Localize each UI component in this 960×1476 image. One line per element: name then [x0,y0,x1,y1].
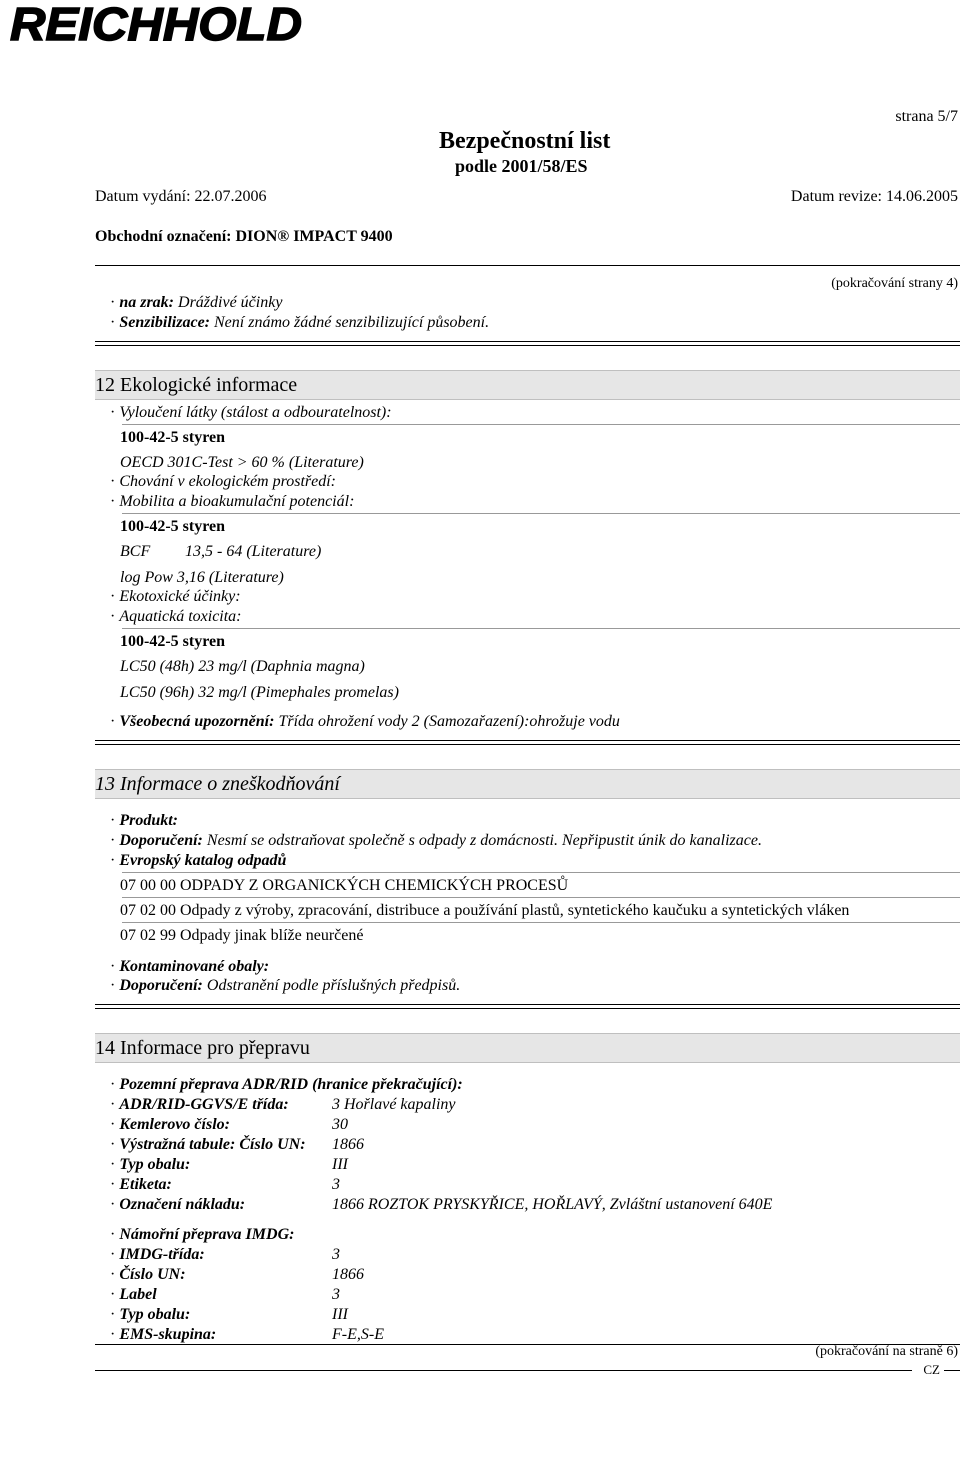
transport-row-value: F-E,S-E [332,1326,384,1343]
recommendation-value: Nesmí se odstraňovat společně s odpady z domácnosti. Nepřipustit únik do kanalizace. [202,832,762,849]
transport-row-label: Výstražná tabule: Číslo UN: [119,1136,306,1153]
recommendation-2-value: Odstranění podle příslušných předpisů. [202,977,461,994]
transport-row-value: III [332,1156,348,1173]
log-pow: log Pow 3,16 (Literature) [120,569,284,586]
transport-row-value: 1866 [332,1136,364,1153]
transport-row-label: Kemlerovo číslo: [119,1116,230,1133]
transport-row [110,1326,216,1344]
language-code: CZ [923,1362,940,1377]
bcf-label: BCF [120,543,151,560]
rule [122,513,960,514]
footer-rule [95,1370,912,1371]
transport-row [110,1246,205,1264]
issue-date: Datum vydání: 22.07.2006 [95,188,267,205]
transport-row [110,1096,289,1114]
transport-row [110,1116,230,1134]
rule [122,424,960,425]
transport-row [110,1156,190,1174]
transport-row-value: 1866 ROZTOK PRYSKYŘICE, HOŘLAVÝ, Zvláštní ustanovení 640E [332,1196,773,1213]
transport-row-value: 1866 [332,1266,364,1283]
transport-row-value: III [332,1306,348,1323]
transport-row-label: Označení nákladu: [119,1196,246,1213]
waste-code-1: 07 00 00 ODPADY Z ORGANICKÝCH CHEMICKÝCH PROCESŮ [120,877,569,894]
rule [122,628,960,629]
transport-row-label: Typ obalu: [119,1306,191,1323]
product-label: · Produkt: [110,812,178,830]
general-value: Třída ohrožení vody 2 (Samozařazení):ohrožuje vodu [274,713,620,730]
recommendation-2-row [110,977,460,995]
transport-row-value: 3 Hořlavé kapaliny [332,1096,456,1113]
transport-row [110,1306,190,1324]
elimination-label: · Vyloučení látky (stálost a odbouratelnost): [110,404,392,422]
footer-lang-bar [95,1362,960,1380]
land-transport-label: · Pozemní přeprava ADR/RID (hranice překračující): [110,1076,463,1094]
transport-row-label: IMDG-třída: [119,1246,205,1263]
section-14-title: 14 Informace pro přepravu [95,1037,310,1059]
transport-row [110,1286,157,1304]
waste-code-3: 07 02 99 Odpady jinak blíže neurčené [120,927,364,944]
substance-styren-1: 100-42-5 styren [120,429,226,446]
section-divider-12 [95,740,960,745]
behaviour-label: · Chování v ekologickém prostředí: [110,473,336,491]
footer-rule-end [944,1370,960,1371]
aquatic-label: · Aquatická toxicita: [110,608,242,626]
product-name: Obchodní označení: DION® IMPACT 9400 [95,228,393,245]
prev-eyes-row [110,294,282,312]
rule [122,897,960,898]
lc50-daphnia: LC50 (48h) 23 mg/l (Daphnia magna) [120,658,365,675]
substance-styren-3: 100-42-5 styren [120,633,226,650]
section-13-title: 13 Informace o zneškodňování [95,773,340,795]
transport-row [110,1196,245,1214]
transport-row-label: ADR/RID-GGVS/E třída: [119,1096,289,1113]
mobility-label: · Mobilita a bioakumulační potenciál: [110,493,354,511]
substance-styren-2: 100-42-5 styren [120,518,226,535]
transport-row [110,1266,186,1284]
transport-row [110,1176,172,1194]
waste-code-2: 07 02 00 Odpady z výroby, zpracování, distribuce a používání plastů, syntetického kaučuku a syntetických vláken [120,902,850,919]
ecotox-label: · Ekotoxické účinky: [110,588,241,606]
recommendation-label: Doporučení: [119,832,203,849]
transport-row-value: 3 [332,1286,340,1303]
rule [122,922,960,923]
recommendation-2-label: Doporučení: [119,977,203,994]
continued-from: (pokračování strany 4) [831,276,958,291]
bcf-value: 13,5 - 64 (Literature) [185,543,322,560]
lc50-pimephales: LC50 (96h) 32 mg/l (Pimephales promelas) [120,684,399,701]
general-label: Všeobecná upozornění: [119,713,275,730]
eyes-label: na zrak: [119,294,175,311]
sens-value: Není známo žádné senzibilizující působení. [210,314,490,331]
prev-sens-row [110,314,489,332]
revision-date: Datum revize: 14.06.2005 [790,188,958,205]
waste-catalog-label: · Evropský katalog odpadů [110,852,286,870]
section-divider-13 [95,1004,960,1009]
section-divider-11 [95,341,960,346]
document-title: Bezpečnostní list [439,128,611,154]
header-divider [95,265,960,266]
continued-next: (pokračování na straně 6) [815,1344,958,1359]
transport-row-value: 30 [332,1116,348,1133]
general-warning-row [110,713,620,731]
reichhold-logo [8,0,308,46]
transport-row-value: 3 [332,1246,340,1263]
section-13-heading [95,769,960,799]
transport-row-label: Číslo UN: [119,1266,186,1283]
transport-row-label: Etiketa: [119,1176,172,1193]
oecd-test: OECD 301C-Test > 60 % (Literature) [120,454,364,471]
recommendation-row [110,832,762,850]
transport-row [110,1136,306,1154]
rule [122,872,960,873]
section-12-heading [95,370,960,400]
packaging-label: · Kontaminované obaly: [110,958,269,976]
transport-row-value: 3 [332,1176,340,1193]
eyes-value: Dráždivé účinky [174,294,283,311]
logo-text: REICHHOLD [10,0,302,46]
transport-row-label: EMS-skupina: [119,1326,217,1343]
section-12-title: 12 Ekologické informace [95,374,298,396]
document-subtitle: podle 2001/58/ES [455,156,588,176]
transport-row-label: Label [119,1286,157,1303]
sea-transport-label: · Námořní přeprava IMDG: [110,1226,294,1244]
page-number: strana 5/7 [895,108,958,125]
section-14-heading [95,1033,960,1063]
sens-label: Senzibilizace: [119,314,210,331]
transport-row-label: Typ obalu: [119,1156,191,1173]
